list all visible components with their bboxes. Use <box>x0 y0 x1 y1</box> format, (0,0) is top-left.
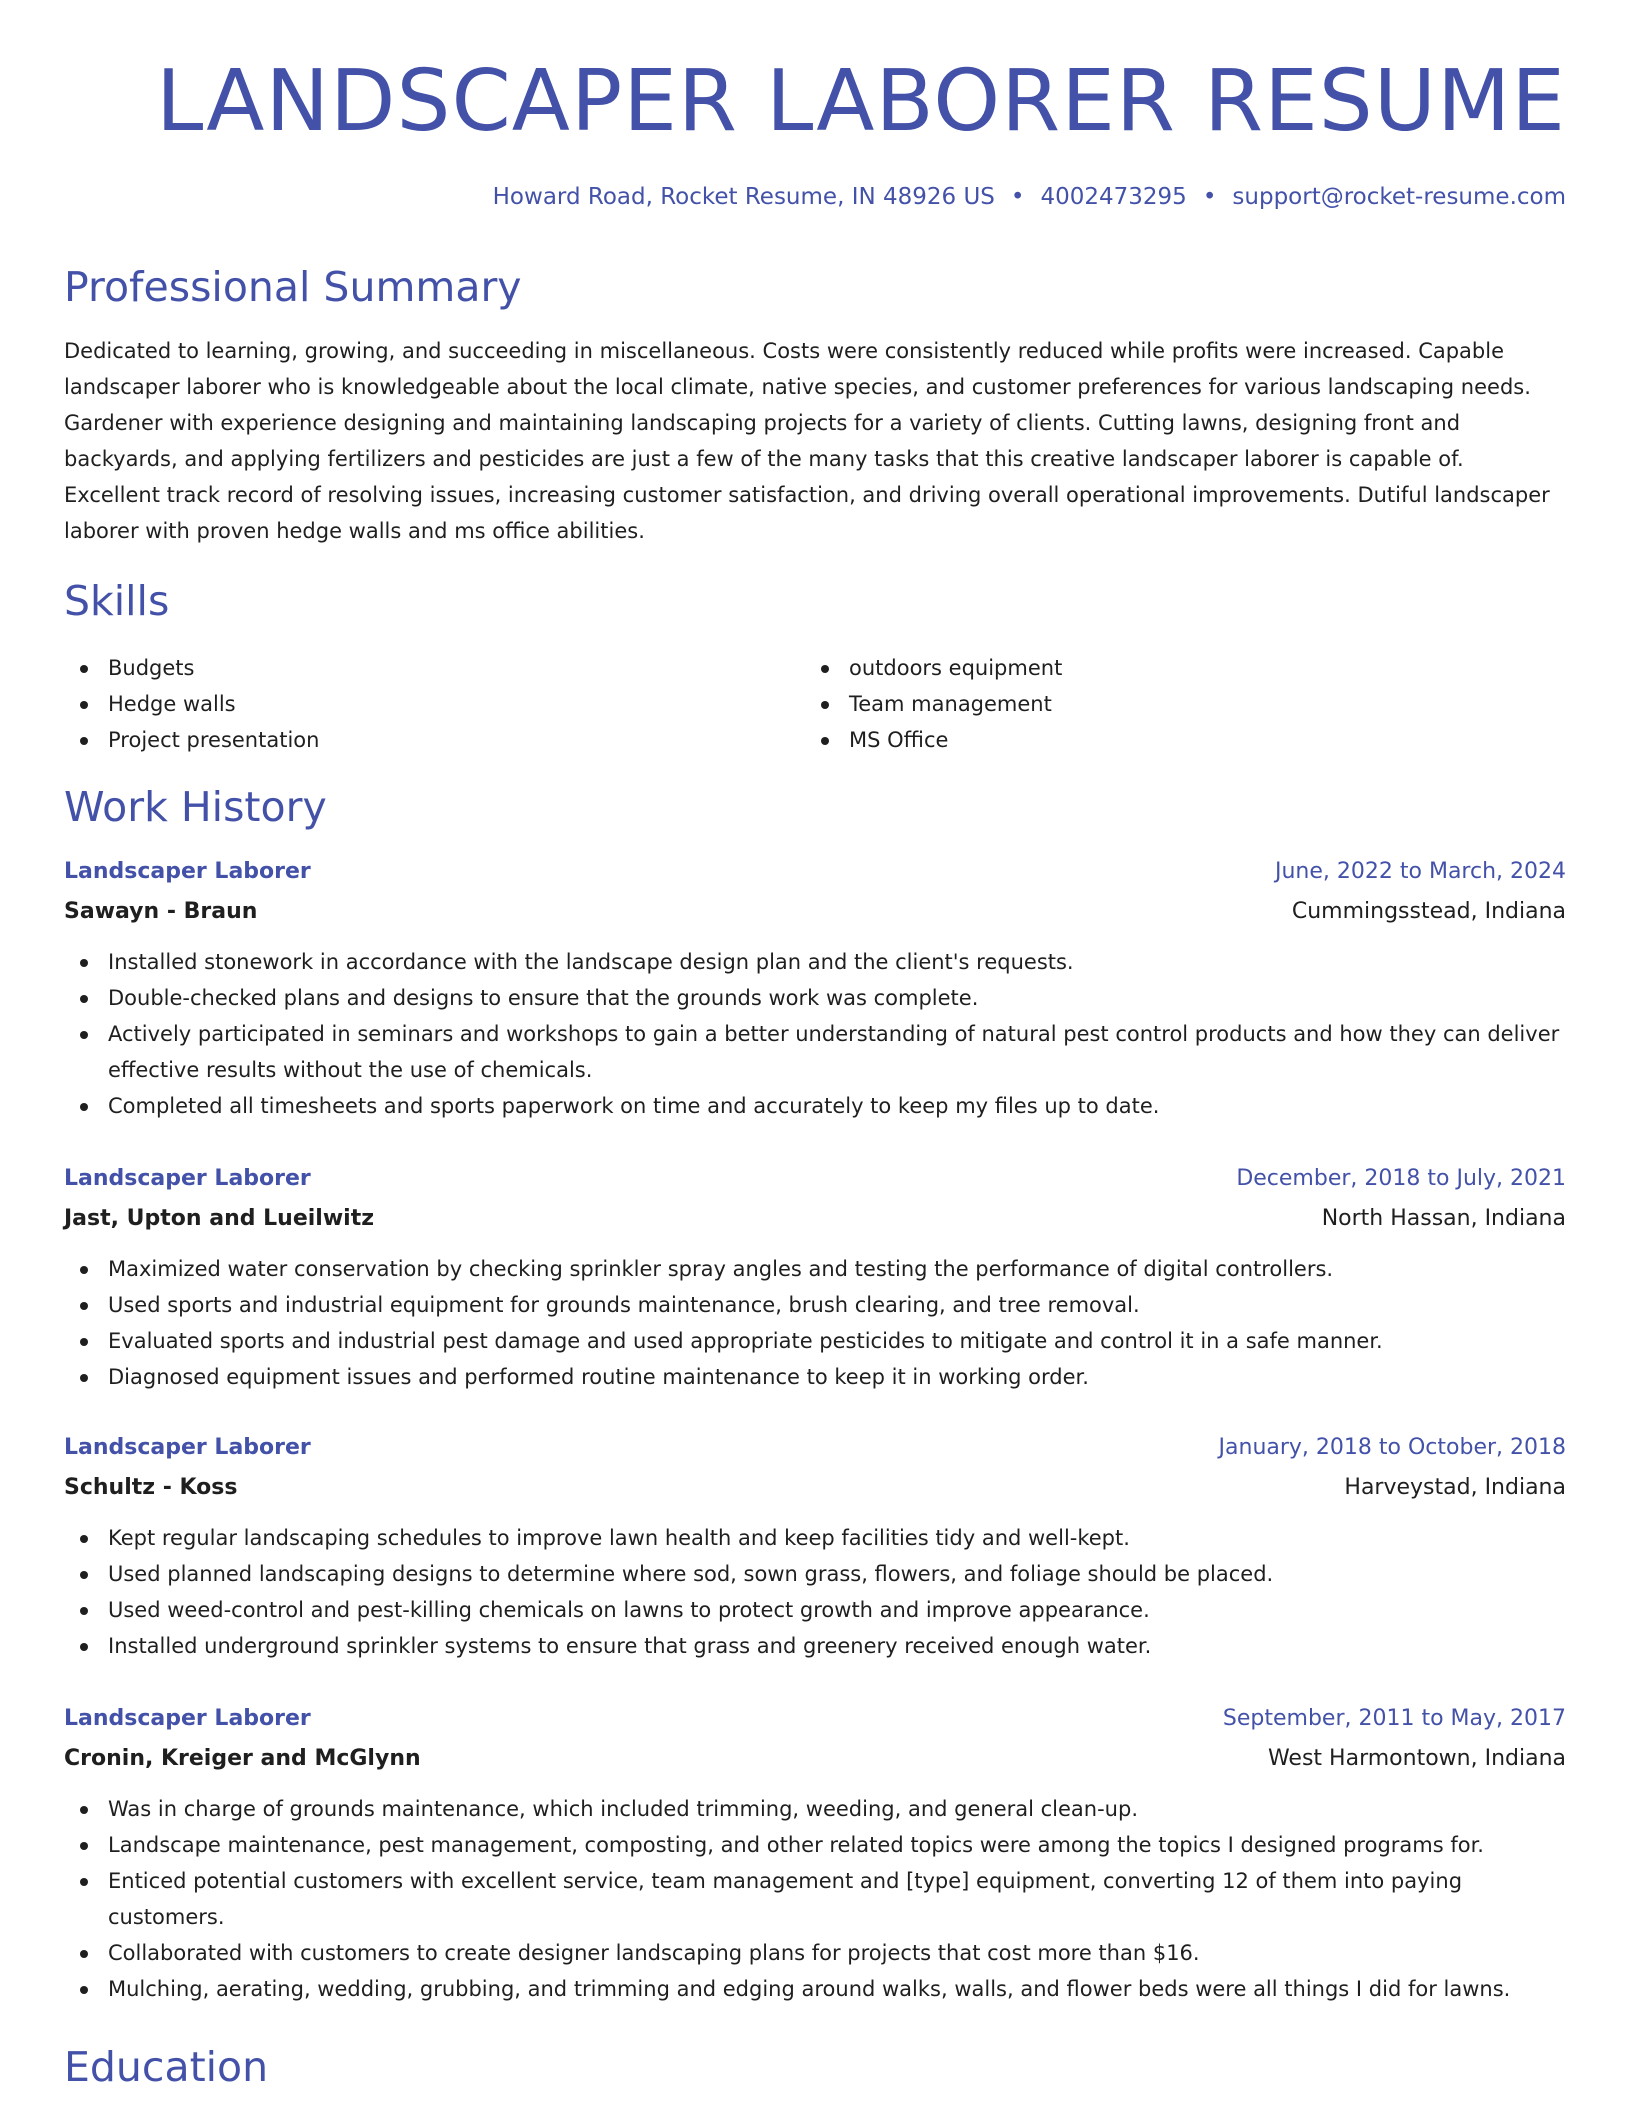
job-location: West Harmontown, Indiana <box>1267 1746 1566 1771</box>
job-company: Jast, Upton and Lueilwitz <box>64 1206 375 1231</box>
skill-item: MS Office <box>805 722 1062 758</box>
job-duty: Diagnosed equipment issues and performed routine maintenance to keep it in working order. <box>64 1359 1566 1395</box>
job-duty: Used planned landscaping designs to determine where sod, sown grass, flowers, and foliage should be placed. <box>64 1556 1566 1592</box>
skill-item: Team management <box>805 686 1062 722</box>
job-duties <box>64 1520 1566 1664</box>
job-duties <box>64 944 1566 1124</box>
job-duty: Collaborated with customers to create designer landscaping plans for projects that cost more than $16. <box>64 1935 1566 1971</box>
job-duty: Double-checked plans and designs to ensure that the grounds work was complete. <box>64 980 1566 1016</box>
job-duty: Enticed potential customers with excellent service, team management and [type] equipment, converting 12 of them into paying customers. <box>64 1863 1566 1935</box>
job-entry <box>64 1161 1566 1395</box>
job-duty: Landscape maintenance, pest management, composting, and other related topics were among the topics I designed programs for. <box>64 1827 1566 1863</box>
skill-item: outdoors equipment <box>805 650 1062 686</box>
resume-title: LANDSCAPER LABORER RESUME <box>156 52 1566 151</box>
summary-heading: Professional Summary <box>64 263 522 311</box>
job-title: Landscaper Laborer <box>64 859 311 884</box>
job-dates: December, 2018 to July, 2021 <box>1236 1166 1566 1191</box>
job-duty: Completed all timesheets and sports paperwork on time and accurately to keep my files up to date. <box>64 1088 1566 1124</box>
skill-item: Hedge walls <box>64 686 319 722</box>
skills-column-2 <box>805 650 1062 758</box>
contact-email: support@rocket-resume.com <box>1232 184 1566 210</box>
job-title: Landscaper Laborer <box>64 1435 311 1460</box>
skill-item: Budgets <box>64 650 319 686</box>
job-duty: Evaluated sports and industrial pest damage and used appropriate pesticides to mitigate and control it in a safe manner. <box>64 1323 1566 1359</box>
contact-line <box>493 180 1566 214</box>
job-duty: Kept regular landscaping schedules to improve lawn health and keep facilities tidy and well-kept. <box>64 1520 1566 1556</box>
contact-separator: • <box>1202 184 1217 210</box>
job-location: Cummingsstead, Indiana <box>1291 899 1566 924</box>
job-dates: January, 2018 to October, 2018 <box>1218 1435 1566 1460</box>
job-duty: Maximized water conservation by checking sprinkler spray angles and testing the performance of digital controllers. <box>64 1251 1566 1287</box>
job-location: Harveystad, Indiana <box>1344 1475 1566 1500</box>
contact-address: Howard Road, Rocket Resume, IN 48926 US <box>492 184 995 210</box>
job-duty: Used sports and industrial equipment for grounds maintenance, brush clearing, and tree removal. <box>64 1287 1566 1323</box>
job-title: Landscaper Laborer <box>64 1166 311 1191</box>
skill-item: Project presentation <box>64 722 319 758</box>
job-entry <box>64 854 1566 1124</box>
job-company: Sawayn - Braun <box>64 899 258 924</box>
job-entry <box>64 1430 1566 1664</box>
job-duty: Was in charge of grounds maintenance, which included trimming, weeding, and general clean-up. <box>64 1791 1566 1827</box>
job-entry <box>64 1701 1566 2007</box>
contact-phone: 4002473295 <box>1040 184 1187 210</box>
job-duties <box>64 1791 1566 2007</box>
job-company: Cronin, Kreiger and McGlynn <box>64 1746 421 1771</box>
resume-page <box>64 0 1566 2112</box>
job-duties <box>64 1251 1566 1395</box>
skills-column-1 <box>64 650 319 758</box>
skills-list <box>64 650 1566 760</box>
job-dates: September, 2011 to May, 2017 <box>1222 1706 1566 1731</box>
skills-heading: Skills <box>64 577 170 625</box>
summary-text: Dedicated to learning, growing, and succeeding in miscellaneous. Costs were consistently reduced while profits were increased. Capable landscaper laborer who is knowledgeable about the local climate, native species, and customer preferences for various landscaping needs. Gardener with experience designing and maintaining landscaping projects for a variety of clients. Cutting lawns, designing front and backyards, and applying fertilizers and pesticides are just a few of the many tasks that this creative landscaper laborer is capable of. Excellent track record of resolving issues, increasing customer satisfaction, and driving overall operational improvements. Dutiful landscaper laborer with proven hedge walls and ms office abilities. <box>64 339 1550 543</box>
job-duty: Mulching, aerating, wedding, grubbing, and trimming and edging around walks, walls, and flower beds were all things I did for lawns. <box>64 1971 1566 2007</box>
education-heading: Education <box>64 2043 269 2091</box>
job-duty: Used weed-control and pest-killing chemicals on lawns to protect growth and improve appearance. <box>64 1592 1566 1628</box>
job-title: Landscaper Laborer <box>64 1706 311 1731</box>
job-location: North Hassan, Indiana <box>1321 1206 1566 1231</box>
job-duty: Actively participated in seminars and workshops to gain a better understanding of natural pest control products and how they can deliver effective results without the use of chemicals. <box>64 1016 1566 1088</box>
contact-separator: • <box>1010 184 1025 210</box>
work-history-heading: Work History <box>64 783 327 831</box>
job-duty: Installed underground sprinkler systems to ensure that grass and greenery received enough water. <box>64 1628 1566 1664</box>
job-dates: June, 2022 to March, 2024 <box>1275 859 1566 884</box>
job-duty: Installed stonework in accordance with the landscape design plan and the client's requests. <box>64 944 1566 980</box>
job-company: Schultz - Koss <box>64 1475 238 1500</box>
